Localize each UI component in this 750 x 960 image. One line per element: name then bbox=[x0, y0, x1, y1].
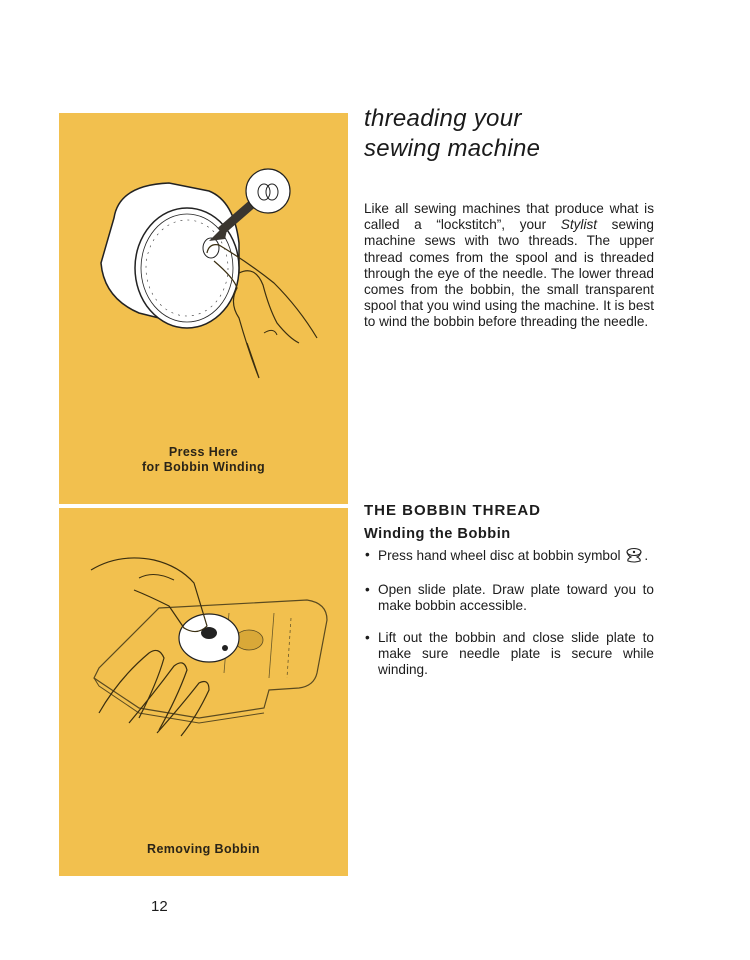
section-subheading: Winding the Bobbin bbox=[364, 526, 511, 542]
intro-text-part-2: sewing machine sews with two threads. The upper thread comes from the spool and is threaded through the eye of the needle. The lower thread comes from the bobbin, the small transparent spool that you wind using the machine. It is best to wind the bobbin before threading the needle. bbox=[364, 217, 654, 330]
figure-caption-bottom: Removing Bobbin bbox=[147, 842, 260, 856]
intro-text-part-1: Like all sewing machines that produce what is called a “lockstitch”, your bbox=[364, 201, 654, 233]
instruction-text-end: . bbox=[644, 548, 649, 563]
intro-paragraph bbox=[364, 201, 654, 331]
section-heading: THE BOBBIN THREAD bbox=[364, 502, 541, 519]
figure-panel-removing-bobbin bbox=[59, 508, 348, 876]
hand-wheel-press-illustration bbox=[59, 113, 348, 443]
figure-caption-top bbox=[59, 445, 348, 475]
caption-line-1: Press Here bbox=[168, 445, 239, 459]
title-line-1: threading your bbox=[364, 105, 522, 132]
brand-name: Stylist bbox=[560, 217, 598, 233]
removing-bobbin-illustration bbox=[59, 508, 348, 838]
page-number: 12 bbox=[151, 898, 168, 915]
caption-line-2: for Bobbin Winding bbox=[141, 460, 266, 474]
instruction-item: • Open slide plate. Draw plate toward you to make bobbin accessible. bbox=[364, 582, 654, 614]
instruction-list bbox=[364, 547, 654, 693]
instruction-item: • Lift out the bobbin and close slide plate to make sure needle plate is secure while winding. bbox=[364, 630, 654, 679]
instruction-item bbox=[364, 547, 654, 567]
bobbin-symbol-icon bbox=[624, 547, 644, 567]
instruction-text: Press hand wheel disc at bobbin symbol bbox=[378, 548, 625, 563]
figure-panel-press-here bbox=[59, 113, 348, 504]
title-line-2: sewing machine bbox=[364, 135, 541, 162]
page-title bbox=[364, 104, 540, 164]
